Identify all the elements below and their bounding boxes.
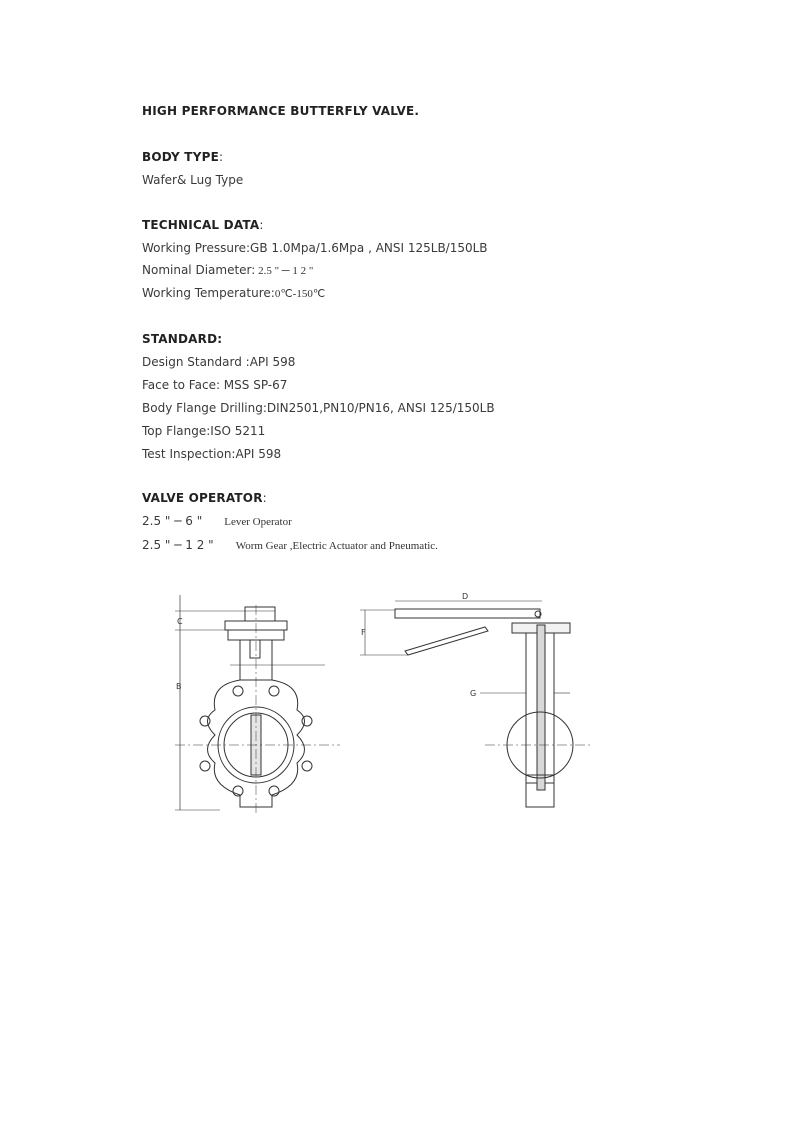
design-standard: Design Standard :API 598 [142, 355, 296, 369]
dim-label-c: C [177, 617, 183, 626]
nominal-diameter-value: 2.5 " ─ 1 2 " [255, 265, 314, 277]
operator-size: 2.5 " ─ 6 " [142, 514, 203, 528]
valve-operator-heading-line: VALVE OPERATOR: [142, 491, 267, 505]
front-view [175, 595, 340, 813]
working-temperature-value: 0℃-150℃ [274, 288, 326, 300]
nominal-diameter-line [142, 262, 313, 279]
operator-size: 2.5 " ─ 1 2 " [142, 538, 214, 552]
working-pressure-value: GB 1.0Mpa/1.6Mpa , ANSI 125LB/150LB [250, 241, 488, 255]
body-type-value: Wafer& Lug Type [142, 173, 244, 187]
face-to-face: Face to Face: MSS SP-67 [142, 378, 288, 392]
working-pressure-line [142, 240, 488, 256]
working-temperature-line [142, 285, 325, 302]
standard-heading: STANDARD: [142, 332, 223, 346]
working-pressure-label: Working Pressure: [142, 241, 251, 255]
valve-technical-drawing [140, 585, 590, 820]
test-inspection: Test Inspection:API 598 [142, 447, 282, 461]
operator-type: Lever Operator [224, 516, 292, 528]
nominal-diameter-label: Nominal Diameter: [142, 263, 256, 277]
document-title: HIGH PERFORMANCE BUTTERFLY VALVE. [142, 104, 420, 118]
operator-type: Worm Gear ,Electric Actuator and Pneumatic. [235, 540, 438, 552]
dim-label-f: F [361, 628, 366, 637]
technical-data-heading: TECHNICAL DATA [142, 218, 260, 232]
valve-operator-row [142, 513, 292, 530]
technical-data-heading-line: TECHNICAL DATA: [142, 218, 264, 232]
body-type-heading: BODY TYPE [142, 150, 219, 164]
dim-label-g: G [470, 689, 477, 698]
side-view [360, 592, 590, 807]
dim-label-d: D [462, 592, 469, 601]
body-flange-drilling: Body Flange Drilling:DIN2501,PN10/PN16, ANSI 125/150LB [142, 401, 495, 415]
body-type-heading-line: BODY TYPE: [142, 150, 224, 164]
top-flange: Top Flange:ISO 5211 [142, 424, 266, 438]
working-temperature-label: Working Temperature: [142, 286, 275, 300]
dim-label-b: B [176, 682, 182, 691]
valve-operator-heading: VALVE OPERATOR [142, 491, 263, 505]
valve-operator-row [142, 537, 438, 554]
